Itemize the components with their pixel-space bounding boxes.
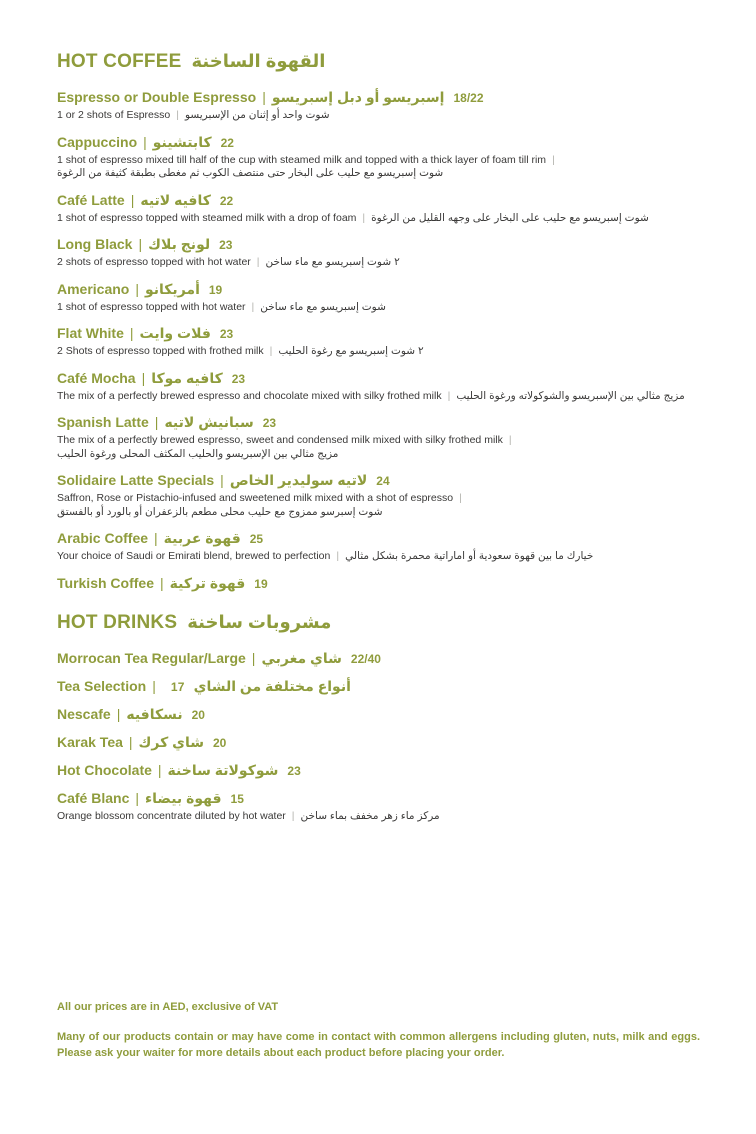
- item-name-ar: قهوة تركية: [169, 574, 246, 591]
- item-name-ar: كافيه لاتيه: [140, 191, 211, 208]
- item-name-row: [57, 734, 704, 751]
- item-desc-ar: شوت واحد أو إثنان من الإسبريسو: [184, 109, 330, 121]
- item-desc-line: [57, 301, 704, 315]
- item-name-separator: |: [116, 705, 121, 722]
- item-price: 23: [219, 327, 234, 341]
- item-name-row: [57, 706, 704, 723]
- item-name-row: [57, 530, 704, 547]
- item-name-ar: شاي كرك: [138, 733, 204, 750]
- item-desc-line: [57, 109, 704, 123]
- item-name-en: Americano: [57, 280, 130, 297]
- menu-item: [57, 192, 704, 226]
- item-name-separator: |: [143, 133, 147, 150]
- section-title-ar: القهوة الساخنة: [191, 51, 326, 71]
- menu-item: [57, 281, 704, 315]
- item-desc-separator: |: [269, 345, 273, 357]
- menu-item: [57, 650, 704, 667]
- item-name-separator: |: [154, 414, 159, 430]
- item-price: 24: [376, 474, 390, 488]
- item-name-row: [57, 650, 704, 667]
- menu-item: [57, 762, 704, 779]
- item-name-en: Spanish Latte: [57, 414, 149, 430]
- footer-vat-note: All our prices are in AED, exclusive of VAT: [57, 1001, 279, 1013]
- item-desc-ar: مزيج مثالي بين الإسبريسو والشوكولاته ورغوة الحليب: [456, 389, 685, 402]
- item-desc-separator: |: [447, 389, 451, 402]
- item-price: 20: [191, 707, 205, 722]
- item-desc-ar: مركز ماء زهر مخفف بماء ساخن: [300, 809, 440, 822]
- item-name-ar: لونج بلاك: [148, 236, 211, 252]
- menu-item: [57, 370, 704, 404]
- item-name-row: [57, 192, 704, 209]
- item-desc-en: 2 shots of espresso topped with hot water: [57, 256, 251, 268]
- menu-item: [57, 575, 704, 592]
- item-desc-line: [57, 256, 704, 270]
- item-name-ar: أنواع مختلفة من الشاي: [193, 677, 351, 694]
- item-name-en: Espresso or Double Espresso: [57, 89, 257, 105]
- item-desc-line: [57, 550, 704, 564]
- item-price: 23: [262, 416, 277, 430]
- menu-item: [57, 790, 704, 824]
- item-name-en: Karak Tea: [57, 733, 123, 750]
- item-name-separator: |: [135, 280, 139, 297]
- menu-item: [57, 678, 704, 695]
- menu-item: [57, 472, 704, 519]
- item-name-separator: |: [130, 191, 135, 208]
- menu-section: [57, 51, 704, 592]
- menu-item: [57, 530, 704, 564]
- item-name-ar: سبانيش لاتيه: [164, 414, 254, 430]
- item-desc-en: 2 Shots of espresso topped with frothed milk: [57, 345, 264, 357]
- menu-item: [57, 414, 704, 461]
- menu-item: [57, 236, 704, 270]
- item-desc-line: [57, 167, 704, 181]
- item-name-en: Solidaire Latte Specials: [57, 472, 215, 488]
- item-name-separator: |: [262, 89, 266, 105]
- item-name-ar: أمريكانو: [145, 280, 200, 297]
- item-desc-separator: |: [508, 434, 512, 446]
- section-title-en: HOT DRINKS: [57, 611, 178, 633]
- item-price: 19: [208, 282, 223, 297]
- item-desc-line: [57, 345, 704, 359]
- menu-page: [57, 51, 704, 834]
- item-name-row: [57, 134, 704, 151]
- item-price: 15: [230, 791, 244, 806]
- item-price: 22/40: [350, 651, 381, 666]
- item-desc-en: 1 or 2 shots of Espresso: [57, 109, 171, 121]
- item-desc-en: 1 shot of espresso mixed till half of the cup with steamed milk and topped with a thick layer of foam till rim: [57, 153, 547, 166]
- item-name-ar: لاتيه سوليدير الخاص: [229, 472, 368, 488]
- item-desc-en: 1 shot of espresso topped with hot water: [57, 300, 246, 313]
- item-desc-line: [57, 810, 704, 824]
- item-desc-separator: |: [176, 109, 179, 121]
- item-name-separator: |: [141, 369, 146, 386]
- item-name-ar: قهوة عربية: [163, 530, 241, 546]
- item-desc-ar: خيارك ما بين قهوة سعودية أو اماراتية محمرة بشكل مثالي: [345, 550, 594, 562]
- item-name-en: Café Mocha: [57, 369, 136, 386]
- item-name-ar: كافيه موكا: [151, 369, 223, 386]
- item-name-ar: شوكولاتة ساخنة: [167, 761, 279, 778]
- item-desc-line: [57, 154, 704, 168]
- menu-item: [57, 89, 704, 123]
- section-title: [57, 51, 704, 72]
- item-name-row: [57, 370, 704, 387]
- item-name-en: Turkish Coffee: [57, 574, 154, 591]
- item-desc-line: [57, 434, 704, 448]
- item-desc-en: Orange blossom concentrate diluted by hot water: [57, 809, 286, 822]
- item-price: 20: [212, 735, 227, 750]
- item-name-ar: كابتشينو: [152, 133, 212, 150]
- item-name-separator: |: [220, 472, 224, 488]
- menu-item: [57, 325, 704, 359]
- item-name-en: Tea Selection: [57, 677, 147, 694]
- item-name-row: [57, 790, 704, 807]
- item-desc-line: [57, 448, 704, 462]
- item-desc-ar: ٢ شوت إسبريسو مع ماء ساخن: [265, 256, 400, 268]
- item-desc-line: [57, 506, 704, 520]
- item-name-en: Hot Chocolate: [57, 761, 152, 778]
- item-price: 23: [219, 238, 233, 252]
- item-name-en: Arabic Coffee: [57, 530, 149, 546]
- item-name-row: [57, 89, 704, 106]
- item-desc-en: Your choice of Saudi or Emirati blend, brewed to perfection: [57, 550, 331, 562]
- menu-item: [57, 734, 704, 751]
- item-name-ar: فلات وايت: [139, 325, 211, 341]
- item-desc-ar: ٢ شوت إسبريسو مع رغوة الحليب: [278, 345, 424, 357]
- item-name-separator: |: [138, 236, 143, 252]
- item-name-row: [57, 236, 704, 253]
- item-desc-en: Saffron, Rose or Pistachio-infused and sweetened milk mixed with a shot of espresso: [57, 492, 454, 504]
- menu-item: [57, 706, 704, 723]
- section-title-ar: مشروبات ساخنة: [187, 611, 332, 632]
- item-name-ar: قهوة بيضاء: [145, 789, 222, 806]
- item-desc-ar: شوت إسبريسو مع ماء ساخن: [260, 300, 386, 313]
- menu-footer: [57, 1001, 700, 1061]
- item-desc-ar: شوت إسبريسو مع حليب على البخار حتى منتصف الكوب ثم مغطى بطبقة كثيفة من الرغوة: [57, 167, 444, 179]
- item-desc-separator: |: [251, 300, 255, 313]
- item-price: 17: [170, 679, 185, 694]
- item-name-en: Café Latte: [57, 191, 125, 208]
- item-name-row: [57, 325, 704, 342]
- menu-sections: [57, 51, 704, 823]
- item-desc-separator: |: [362, 211, 366, 224]
- item-price: 22: [219, 193, 234, 208]
- item-name-separator: |: [129, 325, 134, 341]
- item-desc-separator: |: [459, 492, 462, 504]
- item-desc-ar: مزيج مثالي بين الإسبريسو والحليب المكثف المحلى ورغوة الحليب: [57, 447, 339, 460]
- item-name-ar: إسبريسو أو دبل إسبريسو: [271, 89, 445, 105]
- item-name-en: Flat White: [57, 325, 124, 341]
- item-name-separator: |: [159, 574, 164, 591]
- item-desc-separator: |: [552, 153, 555, 166]
- item-desc-ar: شوت إسبرسو ممزوج مع حليب محلى مطعم بالزعفران أو بالورد أو بالفستق: [57, 505, 383, 518]
- section-title: [57, 612, 704, 633]
- item-name-en: Café Blanc: [57, 789, 130, 806]
- item-name-row: [57, 414, 704, 431]
- item-desc-line: [57, 390, 704, 404]
- item-name-separator: |: [128, 733, 133, 750]
- item-desc-separator: |: [256, 256, 260, 268]
- item-name-row: [57, 575, 704, 592]
- item-name-separator: |: [152, 677, 156, 694]
- item-desc-line: [57, 492, 704, 506]
- item-name-separator: |: [157, 761, 162, 778]
- item-name-separator: |: [135, 789, 139, 806]
- item-desc-en: 1 shot of espresso topped with steamed milk with a drop of foam: [57, 211, 357, 224]
- item-name-ar: شاي مغربي: [261, 649, 342, 666]
- item-desc-separator: |: [336, 550, 340, 562]
- item-name-en: Morrocan Tea Regular/Large: [57, 649, 246, 666]
- item-name-separator: |: [154, 530, 158, 546]
- item-name-row: [57, 472, 704, 489]
- item-name-ar: نسكافيه: [126, 705, 183, 722]
- item-desc-line: [57, 212, 704, 226]
- item-desc-en: The mix of a perfectly brewed espresso and chocolate mixed with silky frothed milk: [57, 389, 442, 402]
- item-price: 25: [249, 532, 264, 546]
- item-name-en: Cappuccino: [57, 133, 138, 150]
- item-price: 19: [254, 576, 268, 591]
- item-price: 18/22: [453, 91, 484, 105]
- menu-section: [57, 612, 704, 824]
- section-title-en: HOT COFFEE: [57, 51, 182, 72]
- item-price: 23: [287, 763, 301, 778]
- item-price: 23: [231, 371, 246, 386]
- item-price: 22: [220, 135, 234, 150]
- item-desc-separator: |: [291, 809, 295, 822]
- item-name-separator: |: [251, 649, 256, 666]
- footer-allergen-note: Many of our products contain or may have come in contact with common allergens including gluten, nuts, milk and eggs. Please ask your waiter for more details about each product before placing your order.: [57, 1031, 700, 1059]
- item-name-en: Long Black: [57, 236, 133, 252]
- item-name-row: [57, 281, 704, 298]
- menu-item: [57, 134, 704, 181]
- item-desc-ar: شوت إسبريسو مع حليب على البخار على وجهه القليل من الرغوة: [371, 211, 649, 224]
- item-name-row: [57, 678, 704, 695]
- item-name-en: Nescafe: [57, 705, 111, 722]
- item-desc-en: The mix of a perfectly brewed espresso, sweet and condensed milk mixed with silky frothed milk: [57, 434, 503, 446]
- item-name-row: [57, 762, 704, 779]
